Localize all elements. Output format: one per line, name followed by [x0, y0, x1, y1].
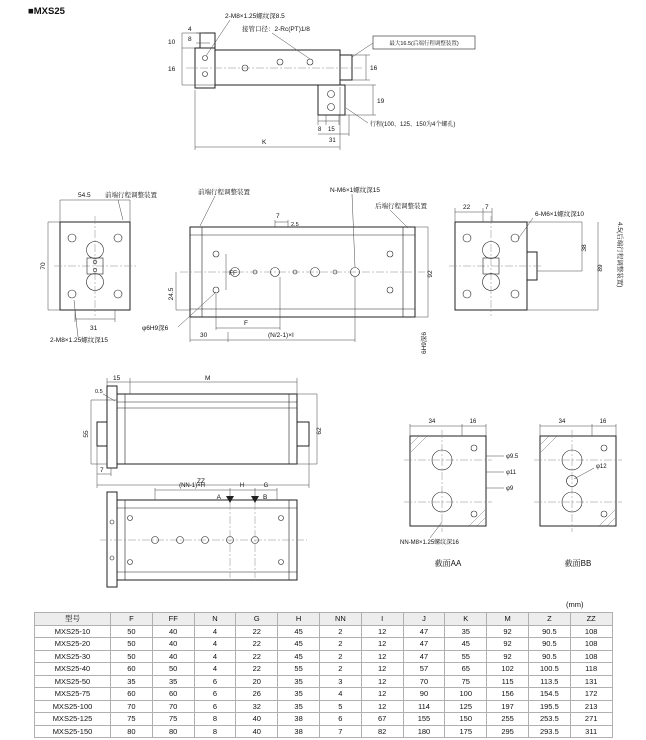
side-and-plan-drawing: [85, 372, 405, 607]
dimension-cell: 35: [278, 700, 320, 713]
dimension-cell: 172: [570, 688, 612, 701]
dimension-cell: 45: [278, 625, 320, 638]
dim-22: 22: [463, 204, 471, 211]
dimension-cell: 114: [403, 700, 445, 713]
dimension-cell: 100: [445, 688, 487, 701]
dimension-cell: 150: [445, 713, 487, 726]
dimension-cell: 22: [236, 625, 278, 638]
dimension-cell: 47: [403, 625, 445, 638]
table-row: [35, 725, 613, 738]
dimension-cell: 60: [152, 688, 194, 701]
dim-89: 89: [597, 264, 604, 272]
front-adjuster-label-plan: 前端行程调整装置: [198, 189, 250, 196]
dimension-cell: 32: [236, 700, 278, 713]
dimension-cell: 50: [111, 625, 153, 638]
dim-nn-h: (NN-1)×H: [179, 483, 205, 489]
sections-drawing: [398, 408, 638, 593]
dimension-cell: 12: [361, 675, 403, 688]
dimension-cell: 35: [445, 625, 487, 638]
dimension-cell: 92: [487, 638, 529, 651]
dimension-cell: 195.5: [528, 700, 570, 713]
dimension-cell: 6: [319, 713, 361, 726]
model-cell: MXS25-50: [35, 675, 111, 688]
dim-f: F: [244, 320, 248, 327]
column-header: K: [445, 613, 487, 626]
dim-24-5: 24.5: [168, 287, 175, 301]
dimension-cell: 213: [570, 700, 612, 713]
dimension-cell: 6: [194, 700, 236, 713]
section-bb-view: [534, 419, 622, 568]
top-view-drawing: [130, 8, 480, 166]
dim-34-bb: 34: [558, 419, 566, 425]
dimension-cell: 12: [361, 663, 403, 676]
dimension-cell: 271: [570, 713, 612, 726]
dimension-cell: 6: [194, 675, 236, 688]
n-m6-thread-callout: N-M6×1螺纹深15: [330, 187, 381, 194]
dimension-cell: 156: [487, 688, 529, 701]
nn-m8-thread-note: NN-M8×1.25螺纹深16: [400, 540, 459, 546]
dimension-cell: 8: [194, 713, 236, 726]
front-end-view: [40, 190, 158, 344]
dimension-cell: 90: [403, 688, 445, 701]
dim-g: G: [263, 483, 269, 489]
dimension-cell: 70: [111, 700, 153, 713]
stroke-holes-note: 行程(100、125、150为4个螺孔): [370, 122, 456, 128]
dimension-cell: 40: [152, 638, 194, 651]
dimension-cell: 197: [487, 700, 529, 713]
dim-34-aa: 34: [428, 419, 436, 425]
dimension-cell: 75: [152, 713, 194, 726]
dim-16-aa: 16: [469, 419, 477, 425]
dimension-cell: 12: [361, 688, 403, 701]
dimension-cell: 12: [361, 638, 403, 651]
column-header: I: [361, 613, 403, 626]
dimension-cell: 90.5: [528, 625, 570, 638]
dimension-cell: 180: [403, 725, 445, 738]
dim-30: 30: [200, 332, 208, 339]
dimension-cell: 4: [194, 625, 236, 638]
model-cell: MXS25-100: [35, 700, 111, 713]
dimension-cell: 113.5: [528, 675, 570, 688]
dimension-cell: 35: [111, 675, 153, 688]
column-header: H: [278, 613, 320, 626]
dim-2-5: 2.5: [291, 222, 299, 228]
dimension-cell: 155: [403, 713, 445, 726]
dim-15: 15: [328, 127, 335, 133]
spec-table-container: [34, 612, 613, 738]
dimension-cell: 108: [570, 650, 612, 663]
dim-54-5: 54.5: [78, 192, 91, 199]
table-row: [35, 713, 613, 726]
dim-19: 19: [377, 98, 385, 105]
dim-16-bb: 16: [599, 419, 607, 425]
dim-h: H: [239, 483, 245, 489]
dia-callout-9-5: φ9.5: [506, 454, 519, 460]
dimension-cell: 35: [278, 688, 320, 701]
table-row: [35, 638, 613, 651]
dim-31: 31: [329, 138, 336, 144]
dimension-cell: 67: [361, 713, 403, 726]
dimension-cell: 2: [319, 625, 361, 638]
dimension-cell: 115: [487, 675, 529, 688]
column-header: 型号: [35, 613, 111, 626]
dimension-cell: 102: [487, 663, 529, 676]
dim-38: 38: [581, 244, 588, 252]
dimension-cell: 40: [152, 625, 194, 638]
dim-16-right: 16: [370, 65, 378, 72]
dimension-cell: 2: [319, 638, 361, 651]
table-row: [35, 650, 613, 663]
dimension-cell: 70: [152, 700, 194, 713]
model-cell: MXS25-75: [35, 688, 111, 701]
dimension-cell: 100.5: [528, 663, 570, 676]
spec-table-head-row: [35, 613, 613, 626]
column-header: NN: [319, 613, 361, 626]
dimension-cell: 8: [194, 725, 236, 738]
dimension-cell: 50: [152, 663, 194, 676]
dim-70: 70: [40, 262, 47, 270]
dimension-cell: 45: [278, 650, 320, 663]
model-cell: MXS25-30: [35, 650, 111, 663]
dim-ff: FF: [229, 270, 237, 277]
dimension-cell: 35: [152, 675, 194, 688]
slot-callout-right: 6H9深6: [421, 331, 428, 354]
dim-8: 8: [188, 36, 192, 43]
dimension-cell: 70: [403, 675, 445, 688]
dimension-cell: 253.5: [528, 713, 570, 726]
dimension-cell: 22: [236, 650, 278, 663]
dimension-cell: 55: [278, 663, 320, 676]
rear-thread-callout: 6-M6×1螺纹深10: [535, 211, 584, 218]
column-header: J: [403, 613, 445, 626]
dimension-cell: 45: [445, 638, 487, 651]
dimension-cell: 4: [319, 688, 361, 701]
dimension-cell: 125: [445, 700, 487, 713]
dimension-cell: 55: [445, 650, 487, 663]
dim-0-5: 0.5: [95, 389, 103, 395]
dimension-cell: 75: [111, 713, 153, 726]
dimension-cell: 90.5: [528, 650, 570, 663]
dimension-cell: 20: [236, 675, 278, 688]
table-row: [35, 688, 613, 701]
table-row: [35, 625, 613, 638]
dimension-cell: 92: [487, 625, 529, 638]
thread-callout: 2-M8×1.25螺纹深8.5: [225, 13, 285, 20]
dimension-cell: 35: [278, 675, 320, 688]
dim-8-bottom: 8: [318, 127, 322, 133]
column-header: ZZ: [570, 613, 612, 626]
dimension-cell: 22: [236, 638, 278, 651]
dim-pitch: (N/2-1)×I: [268, 332, 294, 339]
dimension-cell: 38: [278, 713, 320, 726]
dimension-cell: 57: [403, 663, 445, 676]
dim-62: 62: [316, 427, 323, 435]
dimension-cell: 4: [194, 650, 236, 663]
dimension-cell: 12: [361, 700, 403, 713]
dimension-cell: 108: [570, 625, 612, 638]
dimension-cell: 108: [570, 638, 612, 651]
dia-callout-12: φ12: [596, 464, 607, 470]
spec-table: [34, 612, 613, 738]
dimension-cell: 90.5: [528, 638, 570, 651]
dim-16-left: 16: [168, 66, 176, 73]
section-aa-view: [400, 419, 519, 568]
rear-end-view: [449, 204, 625, 316]
dim-zz: ZZ: [197, 478, 205, 485]
dimension-cell: 47: [403, 650, 445, 663]
dimension-cell: 311: [570, 725, 612, 738]
model-cell: MXS25-125: [35, 713, 111, 726]
model-cell: MXS25-20: [35, 638, 111, 651]
dimension-cell: 22: [236, 663, 278, 676]
dia-callout-11: φ11: [506, 470, 517, 476]
dim-15-side: 15: [113, 375, 121, 382]
dimension-cell: 131: [570, 675, 612, 688]
dimension-cell: 7: [319, 725, 361, 738]
dim-7-side: 7: [100, 467, 104, 474]
units-note: (mm): [566, 600, 584, 609]
dimension-cell: 60: [111, 663, 153, 676]
dimension-cell: 4: [194, 663, 236, 676]
dimension-cell: 75: [445, 675, 487, 688]
dimension-cell: 6: [194, 688, 236, 701]
column-header: Z: [528, 613, 570, 626]
dim-4: 4: [188, 26, 192, 33]
dimension-cell: 47: [403, 638, 445, 651]
dim-7-rear: 7: [485, 204, 489, 211]
dimension-cell: 50: [111, 650, 153, 663]
dimension-cell: 5: [319, 700, 361, 713]
dimension-cell: 50: [111, 638, 153, 651]
column-header: M: [487, 613, 529, 626]
column-header: F: [111, 613, 153, 626]
dimension-cell: 118: [570, 663, 612, 676]
dimension-cell: 2: [319, 650, 361, 663]
dimension-cell: 40: [236, 713, 278, 726]
dimension-cell: 40: [152, 650, 194, 663]
dimension-cell: 12: [361, 650, 403, 663]
top-view-body-outline: [186, 33, 362, 115]
dimension-cell: 154.5: [528, 688, 570, 701]
bottom-plan-view: [100, 483, 307, 587]
dim-92: 92: [427, 270, 434, 278]
table-row: [35, 663, 613, 676]
front-thread-callout: 2-M8×1.25螺纹深15: [50, 337, 108, 344]
page-title: ■MXS25: [28, 6, 65, 17]
dimension-cell: 255: [487, 713, 529, 726]
dimension-cell: 175: [445, 725, 487, 738]
dim-7-top: 7: [276, 213, 280, 220]
dimension-cell: 12: [361, 625, 403, 638]
dimension-cell: 295: [487, 725, 529, 738]
spec-table-body: [35, 625, 613, 738]
max-stroke-note: 最大16.5(后端行程调整装置): [389, 41, 459, 47]
dimension-cell: 80: [152, 725, 194, 738]
model-cell: MXS25-150: [35, 725, 111, 738]
section-bb-caption: 截面BB: [564, 559, 592, 568]
dimension-cell: 45: [278, 638, 320, 651]
dimension-cell: 65: [445, 663, 487, 676]
dim-31-front: 31: [90, 325, 98, 332]
column-header: G: [236, 613, 278, 626]
dim-k: K: [262, 139, 267, 146]
dimension-cell: 60: [111, 688, 153, 701]
section-aa-caption: 截面AA: [434, 559, 462, 568]
middle-views-drawing: [30, 182, 630, 362]
dimension-cell: 92: [487, 650, 529, 663]
dim-m: M: [205, 375, 211, 382]
front-adjuster-label: 前端行程调整装置: [105, 192, 157, 199]
dia-callout-9: φ9: [506, 486, 514, 492]
dimension-cell: 26: [236, 688, 278, 701]
port-callout: 接管口径：2-Rc(PT)1/8: [242, 26, 310, 33]
rear-adjuster-label-plan: 后端行程调整装置: [375, 203, 427, 210]
table-row: [35, 700, 613, 713]
dimension-cell: 3: [319, 675, 361, 688]
rear-adjuster-note: 4.5(后端行程调整装置): [616, 222, 623, 288]
column-header: N: [194, 613, 236, 626]
dimension-cell: 2: [319, 663, 361, 676]
dim-10: 10: [168, 39, 176, 46]
dimension-cell: 40: [236, 725, 278, 738]
column-header: FF: [152, 613, 194, 626]
section-mark-a: A: [216, 494, 221, 501]
dimension-cell: 80: [111, 725, 153, 738]
table-row: [35, 675, 613, 688]
model-cell: MXS25-40: [35, 663, 111, 676]
dimension-cell: 293.5: [528, 725, 570, 738]
dim-55: 55: [83, 430, 90, 438]
dimension-cell: 82: [361, 725, 403, 738]
section-mark-b: B: [263, 494, 268, 501]
dimension-cell: 4: [194, 638, 236, 651]
side-view: [83, 375, 323, 488]
dimension-cell: 38: [278, 725, 320, 738]
model-cell: MXS25-10: [35, 625, 111, 638]
top-plan-view: [142, 185, 434, 354]
slot-callout: φ6H9深6: [142, 325, 169, 332]
